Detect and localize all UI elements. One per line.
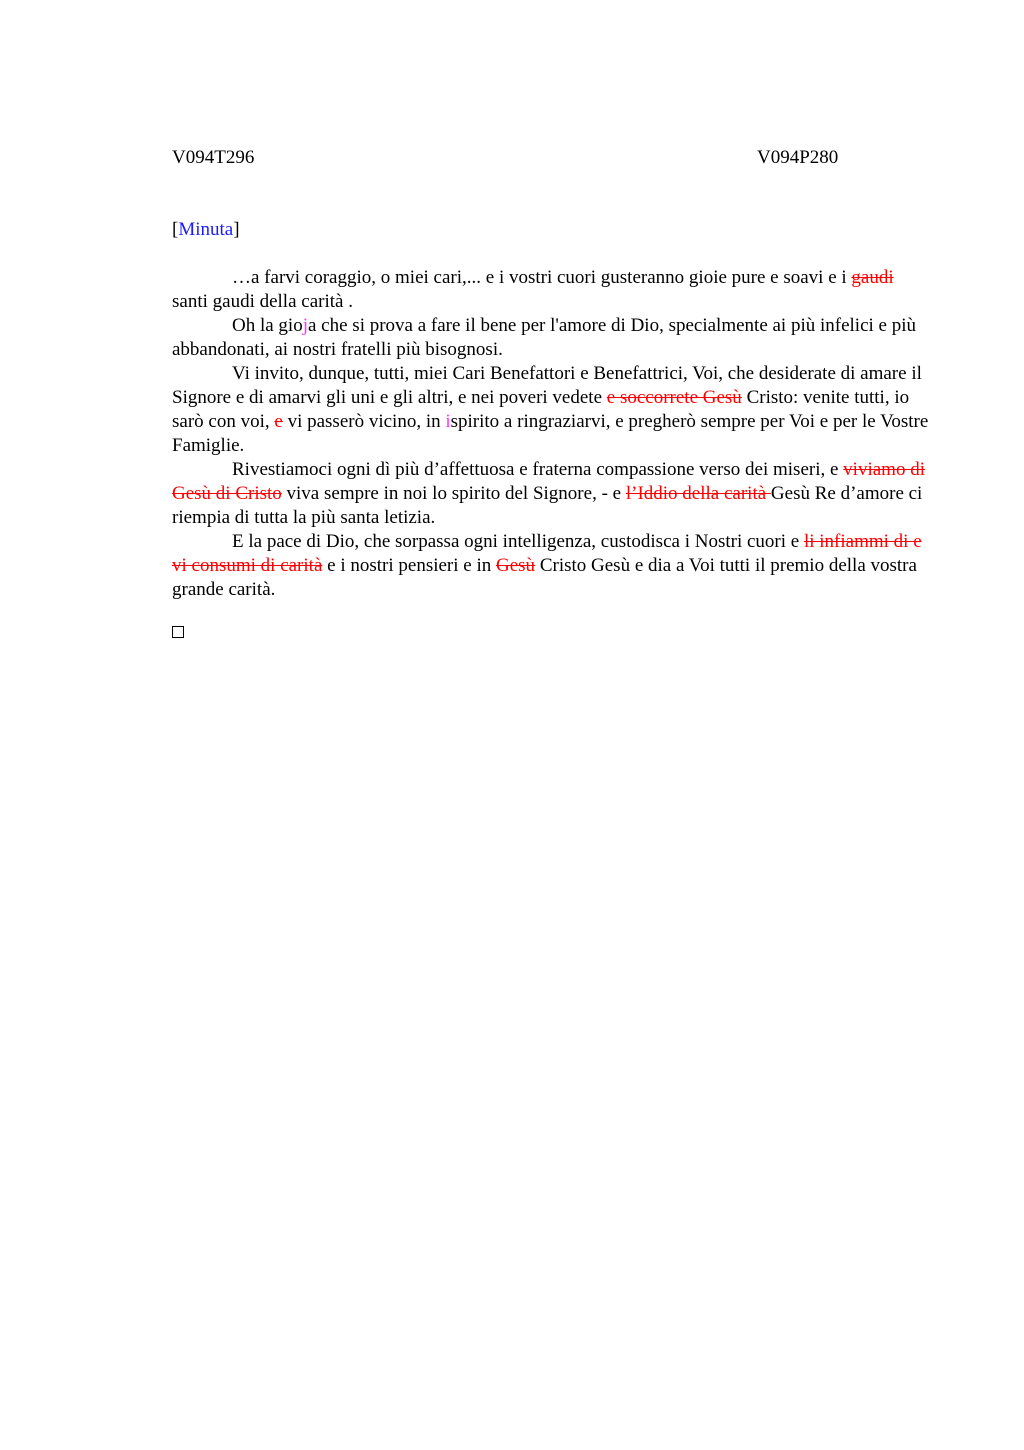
- paragraph-text: …a farvi coraggio, o miei cari,... e i vostri cuori gusteranno gioie pure e soavi e i: [232, 267, 852, 288]
- paragraph-5: [172, 530, 932, 602]
- minuta-open-bracket: [: [172, 219, 179, 240]
- deleted-text: e: [274, 411, 283, 432]
- paragraph-text: Oh la gio: [232, 315, 303, 336]
- paragraph-text: Cristo: venite tutti, io sarò con voi,: [172, 387, 910, 432]
- deleted-text: l’Iddio della carità: [625, 483, 771, 504]
- paragraph-3: [172, 362, 932, 458]
- paragraph-2: [172, 314, 932, 362]
- paragraph-text: viva sempre in noi lo spirito del Signore, - e: [281, 483, 626, 504]
- minuta-label: [172, 218, 240, 242]
- minuta-word: Minuta: [178, 219, 234, 240]
- paragraph-4: [172, 458, 932, 530]
- paragraph-text: a che si prova a fare il bene per l'amore di Dio, specialmente ai più infelici e più abbandonati, ai nostri fratelli più bisognosi.: [172, 315, 917, 360]
- paragraph-text: spirito a ringraziarvi, e pregherò sempre per Voi e per le Vostre Famiglie.: [172, 411, 929, 456]
- deleted-text: e soccorrete Gesù: [606, 387, 742, 408]
- paragraph-text: Cristo Gesù e dia a Voi tutti il premio della vostra grande carità.: [172, 555, 917, 600]
- deleted-text: viviamo di Gesù di Cristo: [172, 459, 925, 504]
- paragraph-text: santi gaudi della carità .: [172, 291, 353, 312]
- paragraph-text: e i nostri pensieri e in: [322, 555, 496, 576]
- minuta-close-bracket: ]: [233, 219, 240, 240]
- document-code-left: V094T296: [172, 147, 255, 168]
- inserted-letter: j: [302, 315, 308, 336]
- paragraph-text: Rivestiamoci ogni dì più d’affettuosa e fraterna compassione verso dei miseri, e: [232, 459, 844, 480]
- deleted-text: li infiammi di e vi consumi di carità: [172, 531, 922, 576]
- paragraph-text: Vi invito, dunque, tutti, miei Cari Benefattori e Benefattrici, Voi, che desiderate di amare il Signore e di amarvi gli uni e gli altri, e nei poveri vedete: [172, 363, 922, 408]
- document-code-right: V094P280: [757, 147, 839, 168]
- deleted-text: gaudi: [851, 267, 894, 288]
- deleted-text: Gesù: [496, 555, 536, 576]
- paragraph-text: Gesù Re d’amore ci riempia di tutta la più santa letizia.: [172, 483, 923, 528]
- paragraph-1: [172, 266, 932, 314]
- end-square-icon: [172, 626, 184, 638]
- inserted-letter: i: [445, 411, 451, 432]
- paragraph-text: E la pace di Dio, che sorpassa ogni intelligenza, custodisca i Nostri cuori e: [232, 531, 804, 552]
- letter-body: [172, 266, 932, 602]
- paragraph-text: vi passerò vicino, in: [282, 411, 446, 432]
